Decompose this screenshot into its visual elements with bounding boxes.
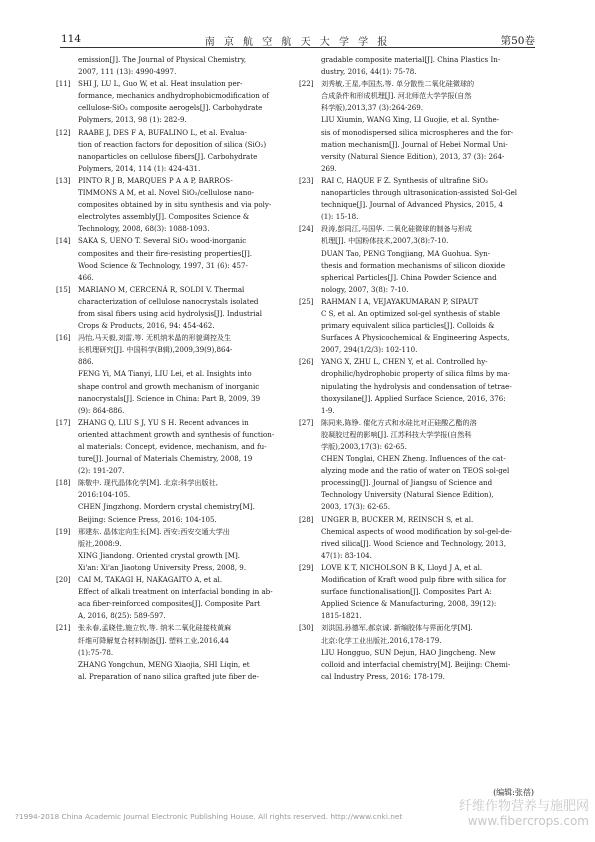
- reference-text: SHI J, LU L, Guo W, et al. Heat insulation per- formance, mechanics andhydrophobicmodification of cellulose-SiO₂ composite aerogels[J]. Carbohydrate Polymers, 2013, 98 (1): 282-9.: [78, 79, 270, 125]
- reference-entry: [56, 284, 302, 332]
- reference-entry: [299, 356, 545, 416]
- reference-number: [29]: [299, 562, 314, 572]
- editor-note: (编辑:张蓓): [493, 788, 534, 797]
- reference-text: YANG X, ZHU L, CHEN Y, et al. Controlled hy- drophilic/hydrophobic property of silica films by ma- nipulating the hydrolysis and condensation of tetrae- thoxysilane[J]. Applied Surface Science, 2016, 376: 1-9.: [321, 357, 512, 415]
- reference-entry: [299, 175, 545, 223]
- reference-entry: [299, 78, 545, 175]
- reference-entry: [299, 223, 545, 296]
- reference-text: UNGER B, BUCKER M, REINSCH S, et al. Chemical aspects of wood modification by sol-gel-de- rived silica[J]. Wood Science and Technology, 2013, 47(1): 83-104.: [321, 514, 512, 560]
- reference-continuation: emission[J]. The Journal of Physical Chemistry, 2007, 111 (13): 4990-4997.: [78, 55, 247, 77]
- copyright-footer: ?1994-2018 China Academic Journal Electronic Publishing House. All rights reserved. http://www.cnki.net: [15, 812, 403, 821]
- volume-label: 第50卷: [500, 35, 535, 47]
- reference-number: [20]: [56, 575, 71, 585]
- reference-entry: [56, 235, 302, 283]
- reference-number: [26]: [299, 357, 314, 367]
- reference-entry: [56, 417, 302, 477]
- reference-entry: [299, 296, 545, 356]
- reference-text: RAHMAN I A, VEJAYAKUMARAN P, SIPAUT C S, et al. An optimized sol-gel synthesis of stable primary equivalent silica particles[J]. Colloids & Surfaces A Physicochemical & Engineering Aspects, 2007, 294(1/2/3): 102-110.: [321, 296, 510, 355]
- reference-number: [19]: [56, 526, 71, 536]
- reference-entry: [56, 622, 302, 682]
- reference-number: [17]: [56, 417, 71, 427]
- reference-entry: [56, 175, 302, 235]
- reference-number: [24]: [299, 224, 314, 234]
- reference-text: LOVE K T, NICHOLSON B K, Lloyd J A, et al. Modification of Kraft wood pulp fibre with silica for surface functionalisation[J]. Composites Part A: Applied Science & Manufacturing, 2008, 39(12): 1815-1821.: [321, 562, 507, 621]
- reference-text: 陈敬中. 现代晶体化学[M]. 北京:科学出版社, 2016:104-105. CHEN Jingzhong. Mordern crystal chemistry[M]. Beijing: Science Press, 2016: 104-105.: [78, 478, 255, 524]
- reference-text: RAABE J, DES F A, BUFALINO L, et al. Evalua- tion of reaction factors for deposition of silica (SiO₂) nanoparticles on cellulose fibers[J]. Carbohydrate Polymers, 2014, 114 (1): 424-431.: [78, 127, 267, 173]
- reference-entry: [299, 622, 545, 682]
- reference-entry: [299, 417, 545, 514]
- reference-text: 邢建东. 晶体定向生长[M]. 西安:西安交通大学出 版社,2008:9. XING Jiandong. Oriented crystal growth [M]. Xi'an: Xi'an Jiaotong University Press, 2008, 9.: [78, 526, 247, 572]
- watermark-line2: www.fibercrops.com: [467, 814, 589, 828]
- reference-number: [15]: [56, 284, 71, 294]
- reference-number: [30]: [299, 623, 314, 633]
- reference-number: [22]: [299, 79, 314, 89]
- reference-text: 陈同来,陈铮. 催化方式和水硅比对正硅酸乙酯的溶 胶凝胶过程的影响[J]. 江苏科技大学学报(自然科 学版),2003,17(3): 62-65. CHEN Tonglai, CHEN Zheng. Influences of the cat- alyzing mode and the ratio of water on TEOS sol-gel processing[J]. Journal of Jiangsu of Science and Technology University (Natural Sience Edition), 2003, 17(3): 62-65.: [321, 417, 510, 512]
- reference-number: [28]: [299, 514, 314, 524]
- watermark-logo: [459, 800, 589, 828]
- reference-entry: [299, 562, 545, 622]
- watermark-line1: 纤维作物营养与施肥网: [458, 799, 589, 814]
- reference-number: [12]: [56, 127, 71, 137]
- header-rule: [60, 47, 535, 48]
- reference-number: [21]: [56, 623, 71, 633]
- reference-number: [23]: [299, 175, 314, 185]
- reference-number: [16]: [56, 333, 71, 343]
- reference-entry: [56, 526, 302, 574]
- reference-column-left: [56, 54, 302, 683]
- reference-entry: [56, 127, 302, 175]
- reference-number: [14]: [56, 236, 71, 246]
- page-header: [0, 0, 595, 48]
- reference-text: MARIANO M, CERCENÁ R, SOLDI V. Thermal characterization of cellulose nanocrystals isolated from sisal fibers using acid hydrolysis[J]. Industrial Crops & Products, 2016, 94: 454-462.: [78, 284, 263, 331]
- reference-entry: [56, 78, 302, 126]
- reference-number: [18]: [56, 478, 71, 488]
- reference-text: PINTO R J B, MARQUES P A A P, BARROS- TIMMONS A M, et al. Novel SiO₂/cellulose nano- composites obtained by in situ synthesis and via poly- electrolytes assembly[J]. Composites Science & Technology, 2008, 68(3): 1088-1093.: [78, 175, 272, 234]
- reference-number: [13]: [56, 175, 71, 185]
- journal-title: 南 京 航 空 航 天 大 学 学 报: [204, 37, 391, 48]
- reference-entry: [56, 332, 302, 417]
- reference-entry: [56, 477, 302, 525]
- reference-text: 冯怡,马天毅,刘雷,等. 无机纳米晶的形貌调控及生 长机理研究[J]. 中国科学(B辑),2009,39(9),864- 886. FENG Yi, MA Tianyi, LIU Lei, et al. Insights into shape control and growth mechanism of inorganic nanocrystals[J]. Science in China: Part B, 2009, 39 (9): 864-886.: [78, 333, 261, 415]
- reference-text: RAI C, HAQUE F Z. Synthesis of ultrafine SiO₂ nanoparticles through ultrasonication-assisted Sol-Gel technique[J]. Journal of Advanced Physics, 2015, 4 (1): 15-18.: [321, 175, 518, 222]
- reference-entry: [299, 514, 545, 562]
- reference-entry: [56, 574, 302, 622]
- reference-continuation: gradable composite material[J]. China Plastics In- dustry, 2016, 44(1): 75-78.: [321, 55, 501, 77]
- reference-number: [11]: [56, 79, 71, 89]
- reference-text: 张永春,孟晓佳,施立钦,等. 纳米二氧化硅接枝黄麻 纤维可降解复合材料制备[J]. 塑料工业,2016,44 (1):75-78. ZHANG Yongchun, MENG Xiaojia, SHI Liqin, et al. Preparation of nano silica grafted jute fiber de-: [78, 623, 259, 681]
- reference-number: [25]: [299, 296, 314, 306]
- reference-text: 段涛,彭同江,马国华. 二氧化硅微球的制备与形成 机理[J]. 中国粉体技术,2007,3(8):7-10. DUAN Tao, PENG Tongjiang, MA Guohua. Syn- thesis and formation mechanisms of silicon dioxide spherical Particles[J]. China Powder Science and nology, 2007, 3(8): 7-10.: [321, 224, 506, 294]
- reference-text: CAI M, TAKAGI H, NAKAGAITO A, et al. Effect of alkali treatment on interfacial bonding in ab- aca fiber-reinforced composites[J]. Composite Part A, 2016, 8(25): 589-597.: [78, 575, 273, 621]
- reference-text: 刘洪国,孙德军,郝京诚. 新编胶体与界面化学[M]. 北京:化学工业出版社,2016,178-179. LIU Hongguo, SUN Dejun, HAO Jingcheng. New colloid and interfacial chemistry[M]. Beijing: Chemi- cal Industry Press, 2016: 178-179.: [321, 623, 511, 681]
- reference-column-right: [299, 54, 545, 683]
- page-number: 114: [61, 33, 82, 45]
- reference-text: SAKA S, UENO T. Several SiO₂ wood-inorganic composites and their fire-resisting properties[J]. Wood Science & Technology, 1997, 31 (6): 457- 466.: [78, 236, 253, 282]
- reference-text: 刘秀敏,王星,李国杰,等. 单分散性二氧化硅微球的 合成条件和形成机理[J]. 河北师范大学学报(自然 科学版),2013,37 (3):264-269. LIU Xiumin, WANG Xing, LI Guojie, et al. Synthe- sis of monodispersed silica microspheres and the for- mation mechanism[J]. Journal of Hebei Normal Uni- versity (Natural Sience Edition), 2013, 37 (3): 264- 269.: [321, 79, 514, 173]
- reference-number: [27]: [299, 417, 314, 427]
- reference-text: ZHANG Q, LIU S J, YU S H. Recent advances in oriented attachment growth and synthesis of function- al materials: Concept, evidence, mechanism, and fu- ture[J]. Journal of Materials Chemistry, 2008, 19 (2): 191-207.: [78, 417, 275, 476]
